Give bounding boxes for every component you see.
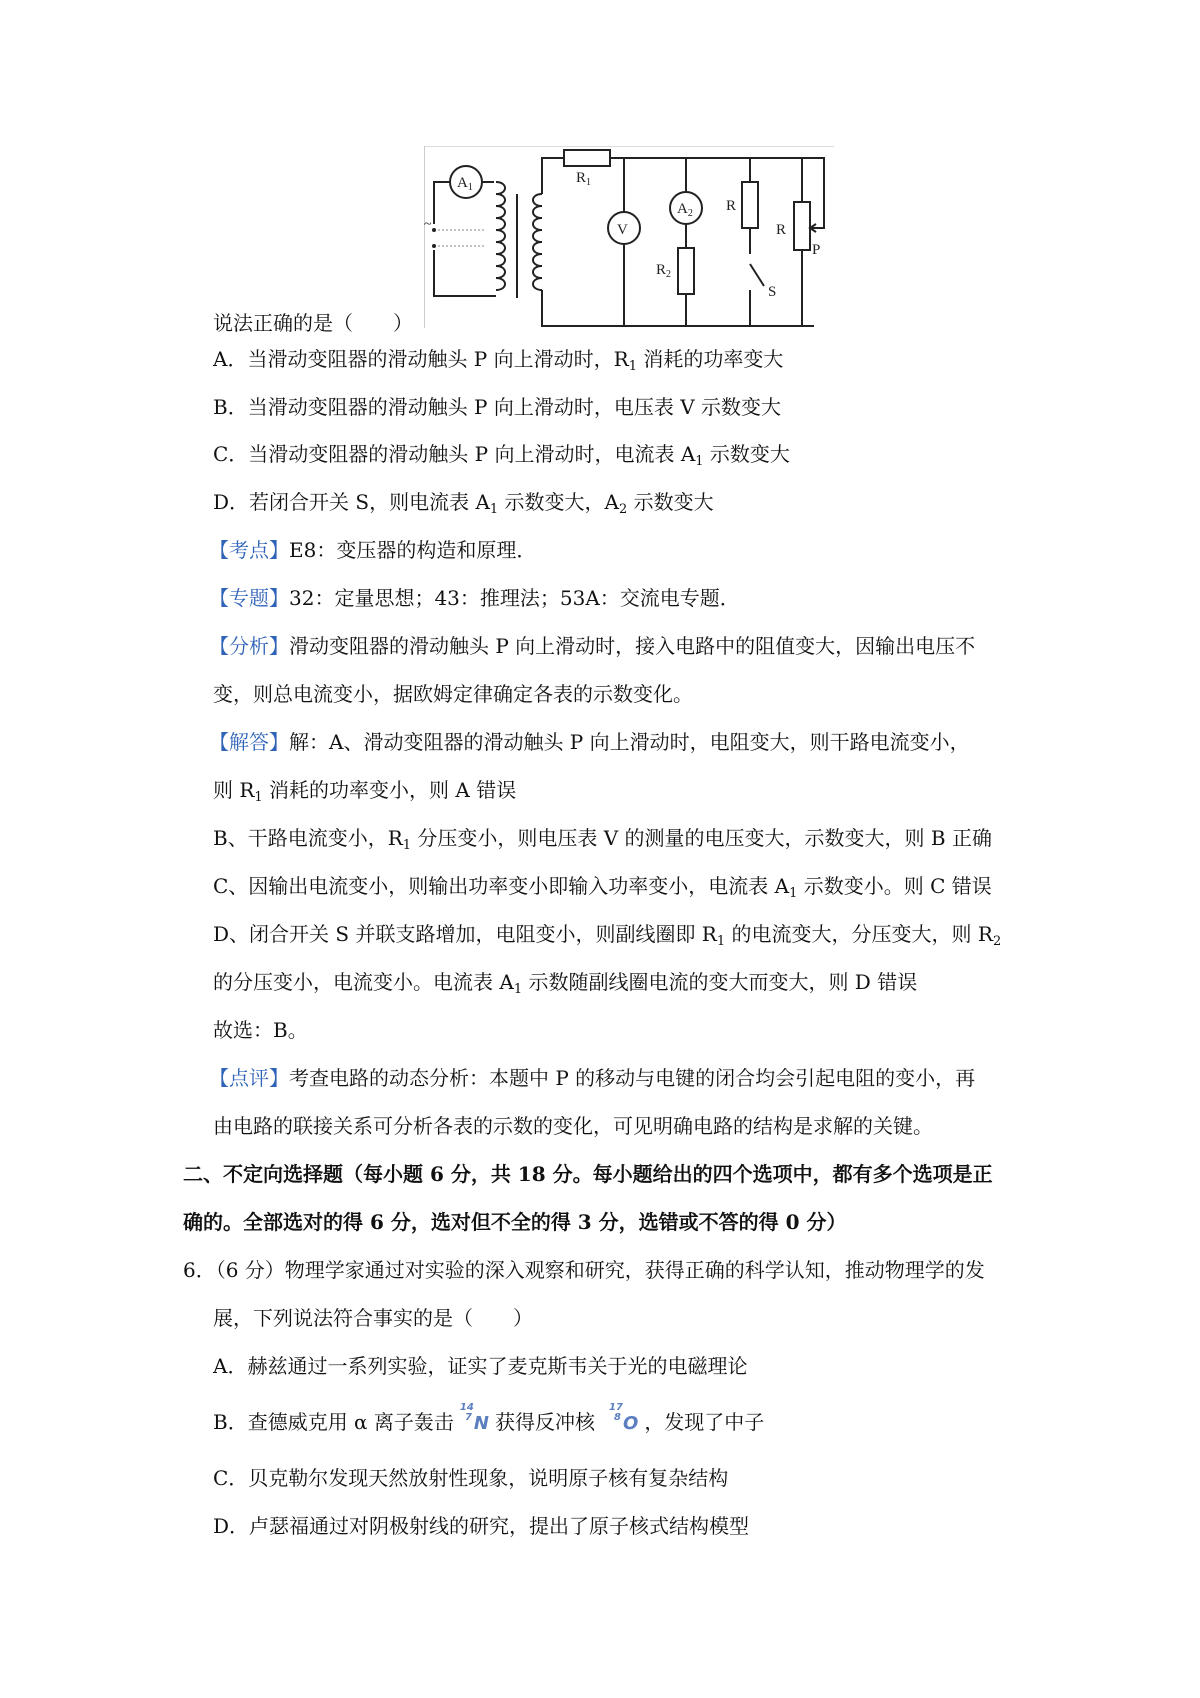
v-label: V	[617, 222, 628, 238]
r-label: R	[726, 198, 737, 214]
jieda-line-5: D、闭合开关 S 并联支路增加，电阻变小，则副线圈即 $R_1$ 的电流变大，分压变大，则 $R_2$	[213, 922, 1002, 949]
q5-option-c: C．当滑动变阻器的滑动触头 P 向上滑动时，电流表 $A_1$ 示数变大	[213, 442, 790, 469]
jieda-line-3: B、干路电流变小，$R_1$ 分压变小，则电压表 V 的测量的电压变大，示数变大，则 B 正确	[213, 826, 992, 853]
q5-option-a: A．当滑动变阻器的滑动触头 P 向上滑动时，$R_1$ 消耗的功率变大	[213, 347, 784, 374]
q5-option-d: D．若闭合开关 S，则电流表 $A_1$ 示数变大，$A_2$ 示数变大	[213, 490, 714, 517]
section2-heading-2: 确的。全部选对的得 6 分，选对但不全的得 3 分，选错或不答的得 0 分）	[183, 1210, 847, 1234]
q6-stem-1: 6．（6 分）物理学家通过对实验的深入观察和研究，获得正确的科学认知，推动物理学的发	[183, 1258, 985, 1282]
fenxi-line-1: 【分析】滑动变阻器的滑动触头 P 向上滑动时，接入电路中的阻值变大，因输出电压不	[209, 634, 976, 658]
jieda-line-4: C、因输出电流变小，则输出功率变小即输入功率变小，电流表 $A_1$ 示数变小。则 C 错误	[213, 874, 992, 901]
q5-option-b: B．当滑动变阻器的滑动触头 P 向上滑动时，电压表 V 示数变大	[213, 395, 782, 419]
oxygen-17-nuclide: 17 8 O	[609, 1402, 639, 1434]
q6-option-a: A．赫兹通过一系列实验，证实了麦克斯韦关于光的电磁理论	[213, 1354, 748, 1378]
p-label: P	[812, 242, 821, 258]
section2-heading-1: 二、不定向选择题（每小题 6 分，共 18 分。每小题给出的四个选项中，都有多个选项是正	[183, 1162, 993, 1186]
nitrogen-14-nuclide: 14 7 N	[459, 1402, 489, 1434]
r2-label: $R_2$	[656, 262, 672, 280]
fenxi-tag: 【分析】	[209, 634, 289, 658]
dianping-line-1: 【点评】考查电路的动态分析：本题中 P 的移动与电键的闭合均会引起电阻的变小，再	[209, 1066, 976, 1090]
r1-label: $R_1$	[576, 170, 592, 188]
q5-stem-tail: 说法正确的是（ ）	[213, 311, 413, 335]
jieda-line-7: 故选：B。	[213, 1018, 308, 1042]
fenxi-line-2: 变，则总电流变小，据欧姆定律确定各表的示数变化。	[213, 682, 693, 706]
jieda-line-2: 则 $R_1$ 消耗的功率变小，则 A 错误	[213, 778, 517, 805]
q6-stem-2: 展，下列说法符合事实的是（ ）	[213, 1306, 533, 1330]
dianping-tag: 【点评】	[209, 1066, 289, 1090]
s-label: S	[768, 284, 777, 300]
a1-label: $A_1$	[457, 175, 473, 193]
a2-label: $A_2$	[677, 201, 693, 219]
kaodian-tag: 【考点】	[209, 538, 289, 562]
jieda-line-1: 【解答】解：A、滑动变阻器的滑动触头 P 向上滑动时，电阻变大，则干路电流变小，	[209, 730, 970, 754]
jieda-line-6: 的分压变小，电流变小。电流表 $A_1$ 示数随副线圈电流的变大而变大，则 D 错误	[213, 970, 918, 997]
q6-option-b: B．查德威克用 α 离子轰击 14 7 N 获得反冲核 17 8 O ，发现了中子	[213, 1409, 764, 1437]
zhuanti-tag: 【专题】	[209, 586, 289, 610]
r-var-label: R	[776, 222, 787, 238]
zhuanti-line: 【专题】32：定量思想；43：推理法；53A：交流电专题．	[209, 586, 740, 610]
ac-symbol: ~	[424, 217, 432, 232]
q6-option-c: C．贝克勒尔发现天然放射性现象，说明原子核有复杂结构	[213, 1466, 729, 1490]
q6-option-d: D．卢瑟福通过对阴极射线的研究，提出了原子核式结构模型	[213, 1514, 750, 1538]
kaodian-line: 【考点】E8：变压器的构造和原理．	[209, 538, 537, 562]
jieda-tag: 【解答】	[209, 730, 289, 754]
dianping-line-2: 由电路的联接关系可分析各表的示数的变化，可见明确电路的结构是求解的关键。	[213, 1114, 933, 1138]
circuit-diagram	[424, 146, 834, 328]
